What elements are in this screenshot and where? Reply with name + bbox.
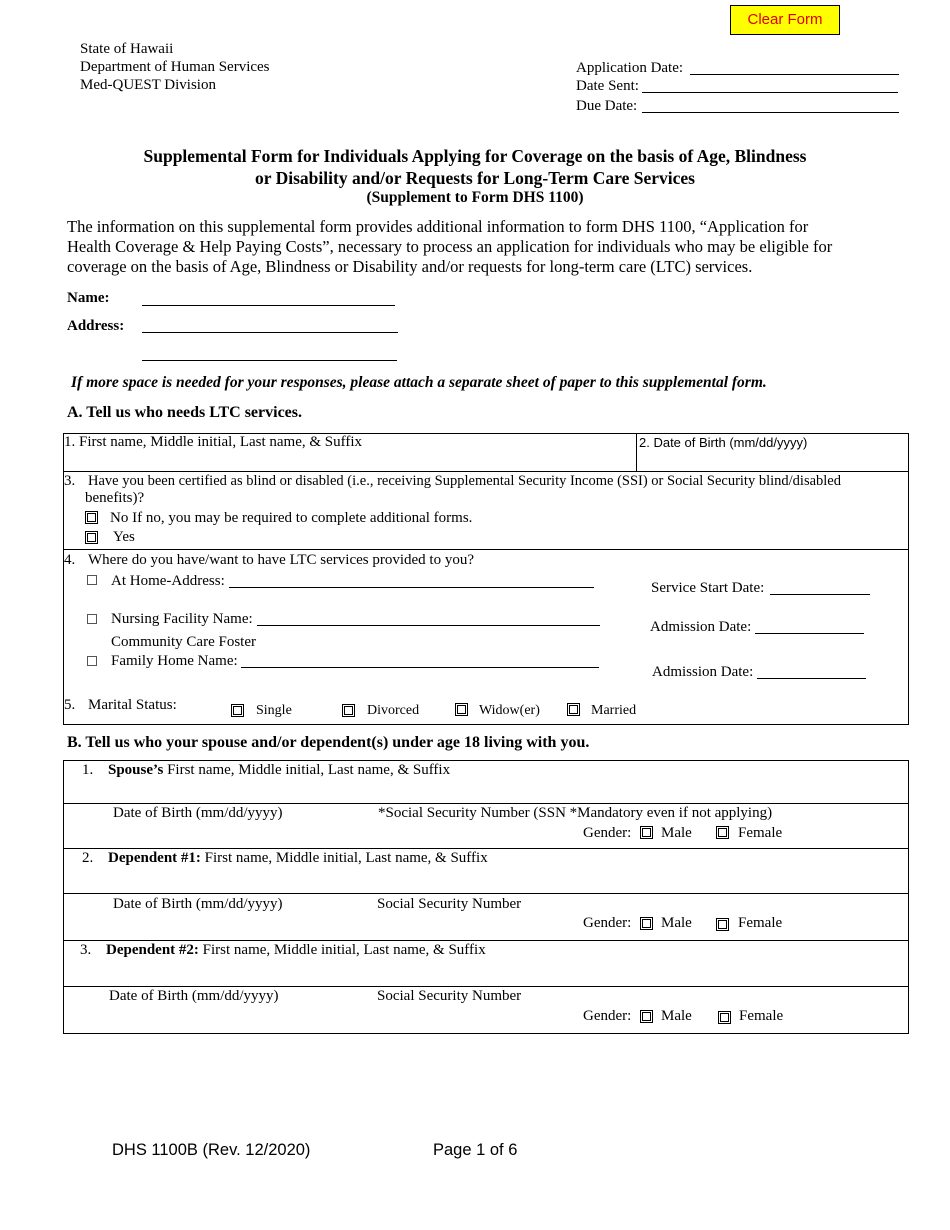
agency-state: State of Hawaii <box>80 41 174 57</box>
q4-nursing-label: Nursing Facility Name: <box>111 611 253 627</box>
address-field-line1[interactable] <box>142 332 398 333</box>
dep2-female-label: Female <box>739 1008 784 1024</box>
q4-home-checkbox[interactable] <box>87 575 97 585</box>
q4-nursing-checkbox[interactable] <box>87 614 97 624</box>
dep1-number: 2. <box>82 850 94 866</box>
spouse-male-label: Male <box>661 825 692 841</box>
spouse-ssn-label[interactable]: *Social Security Number (SSN *Mandatory even if not applying) <box>378 805 773 821</box>
admission-date-label-1: Admission Date: <box>650 619 752 635</box>
q5-number: 5. <box>64 697 76 713</box>
marital-married-label: Married <box>591 703 637 718</box>
footer-form-id: DHS 1100B (Rev. 12/2020) <box>112 1141 311 1159</box>
service-start-label: Service Start Date: <box>651 580 765 596</box>
divider <box>63 986 909 987</box>
q4-foster-label-1: Community Care Foster <box>111 634 256 650</box>
dep2-ssn-label[interactable]: Social Security Number <box>377 988 522 1004</box>
application-date-field[interactable] <box>690 74 899 75</box>
dep1-gender-label: Gender: <box>583 915 632 931</box>
address-field-line2[interactable] <box>142 360 397 361</box>
spouse-gender-label: Gender: <box>583 825 632 841</box>
dep1-name-label[interactable] <box>108 850 488 867</box>
intro-line2: Health Coverage & Help Paying Costs”, necessary to process an application for individuals who may be eligible for <box>67 237 833 256</box>
q4-foster-checkbox[interactable] <box>87 656 97 666</box>
spouse-name-rest: First name, Middle initial, Last name, & Suffix <box>163 762 451 778</box>
section-b-heading: B. Tell us who your spouse and/or dependent(s) under age 18 living with you. <box>67 734 590 751</box>
q3-yes-label: Yes <box>113 529 135 545</box>
dep2-gender-label: Gender: <box>583 1008 632 1024</box>
marital-divorced-label: Divorced <box>367 703 420 718</box>
footer-page-number: Page 1 of 6 <box>433 1141 518 1159</box>
spouse-dob-label[interactable]: Date of Birth (mm/dd/yyyy) <box>113 805 283 821</box>
marital-single-label: Single <box>256 703 292 718</box>
dep1-female-label: Female <box>738 915 783 931</box>
dep1-male-label: Male <box>661 915 692 931</box>
intro-line3: coverage on the basis of Age, Blindness or Disability and/or requests for long-term care (LTC) services. <box>67 257 753 276</box>
dep2-name-label[interactable] <box>106 942 486 959</box>
divider <box>63 940 909 941</box>
marital-single-checkbox[interactable] <box>231 704 244 717</box>
dep2-name-rest: First name, Middle initial, Last name, & Suffix <box>198 942 486 958</box>
q3-number: 3. <box>64 473 76 489</box>
dep2-male-checkbox[interactable] <box>640 1010 653 1023</box>
spouse-female-label: Female <box>738 825 783 841</box>
q1-name-label[interactable]: 1. First name, Middle initial, Last name, & Suffix <box>64 434 363 450</box>
clear-form-button[interactable]: Clear Form <box>730 5 840 35</box>
dep1-male-checkbox[interactable] <box>640 917 653 930</box>
divider <box>63 893 909 894</box>
q3-yes-checkbox[interactable] <box>85 531 98 544</box>
q4-foster-label-2: Family Home Name: <box>111 653 238 669</box>
marital-widow-checkbox[interactable] <box>455 703 468 716</box>
admission-date-label-2: Admission Date: <box>652 664 754 680</box>
spouse-number: 1. <box>82 762 94 778</box>
divider <box>63 803 909 804</box>
home-address-field[interactable] <box>229 587 594 588</box>
q5-label: Marital Status: <box>88 697 177 713</box>
divider <box>636 433 637 471</box>
name-label: Name: <box>67 290 110 306</box>
spouse-female-checkbox[interactable] <box>716 826 729 839</box>
date-sent-label: Date Sent: <box>576 78 639 94</box>
form-title-line2: or Disability and/or Requests for Long-Term Care Services <box>255 168 695 188</box>
spouse-male-checkbox[interactable] <box>640 826 653 839</box>
agency-department: Department of Human Services <box>80 59 270 75</box>
marital-widow-label: Widow(er) <box>479 703 540 718</box>
dep2-dob-label[interactable]: Date of Birth (mm/dd/yyyy) <box>109 988 279 1004</box>
q3-question: Have you been certified as blind or disabled (i.e., receiving Supplemental Security Income (SSI) or Social Security blind/disabled <box>88 473 841 489</box>
intro-line1: The information on this supplemental form provides additional information to form DHS 1100, “Application for <box>67 217 809 236</box>
name-field[interactable] <box>142 305 395 306</box>
admission-date-field-1[interactable] <box>755 633 864 634</box>
date-sent-field[interactable] <box>642 92 898 93</box>
q3-no-checkbox[interactable] <box>85 511 98 524</box>
q4-home-label: At Home-Address: <box>111 573 225 589</box>
divider <box>63 471 909 472</box>
dep1-name-bold: Dependent #1: <box>108 850 201 866</box>
q4-question: Where do you have/want to have LTC services provided to you? <box>88 552 475 568</box>
q3-no-label: No If no, you may be required to complete additional forms. <box>110 510 473 526</box>
q2-dob-label[interactable]: 2. Date of Birth (mm/dd/yyyy) <box>639 435 808 450</box>
dep2-name-bold: Dependent #2: <box>106 942 199 958</box>
dep1-female-checkbox[interactable] <box>716 918 729 931</box>
dep1-ssn-label[interactable]: Social Security Number <box>377 896 522 912</box>
form-subtitle: (Supplement to Form DHS 1100) <box>366 189 584 206</box>
q3-question-cont: benefits)? <box>85 490 145 506</box>
space-note: If more space is needed for your responses, please attach a separate sheet of paper to this supplemental form. <box>71 374 767 391</box>
service-start-field[interactable] <box>770 594 870 595</box>
due-date-label: Due Date: <box>576 98 638 114</box>
marital-divorced-checkbox[interactable] <box>342 704 355 717</box>
agency-division: Med-QUEST Division <box>80 77 216 93</box>
due-date-field[interactable] <box>642 112 899 113</box>
form-title-line1: Supplemental Form for Individuals Applying for Coverage on the basis of Age, Blindness <box>143 146 807 166</box>
section-a-heading: A. Tell us who needs LTC services. <box>67 404 302 421</box>
dep1-name-rest: First name, Middle initial, Last name, & Suffix <box>200 850 488 866</box>
dep2-female-checkbox[interactable] <box>718 1011 731 1024</box>
nursing-facility-field[interactable] <box>257 625 600 626</box>
spouse-name-label[interactable] <box>108 762 450 779</box>
dep2-male-label: Male <box>661 1008 692 1024</box>
dep2-number: 3. <box>80 942 92 958</box>
application-date-label: Application Date: <box>576 60 684 76</box>
divider <box>63 549 909 550</box>
dep1-dob-label[interactable]: Date of Birth (mm/dd/yyyy) <box>113 896 283 912</box>
marital-married-checkbox[interactable] <box>567 703 580 716</box>
q4-number: 4. <box>64 552 76 568</box>
divider <box>63 848 909 849</box>
foster-home-field[interactable] <box>241 667 599 668</box>
admission-date-field-2[interactable] <box>757 678 866 679</box>
address-label: Address: <box>67 318 125 334</box>
spouse-name-bold: Spouse’s <box>108 762 164 778</box>
